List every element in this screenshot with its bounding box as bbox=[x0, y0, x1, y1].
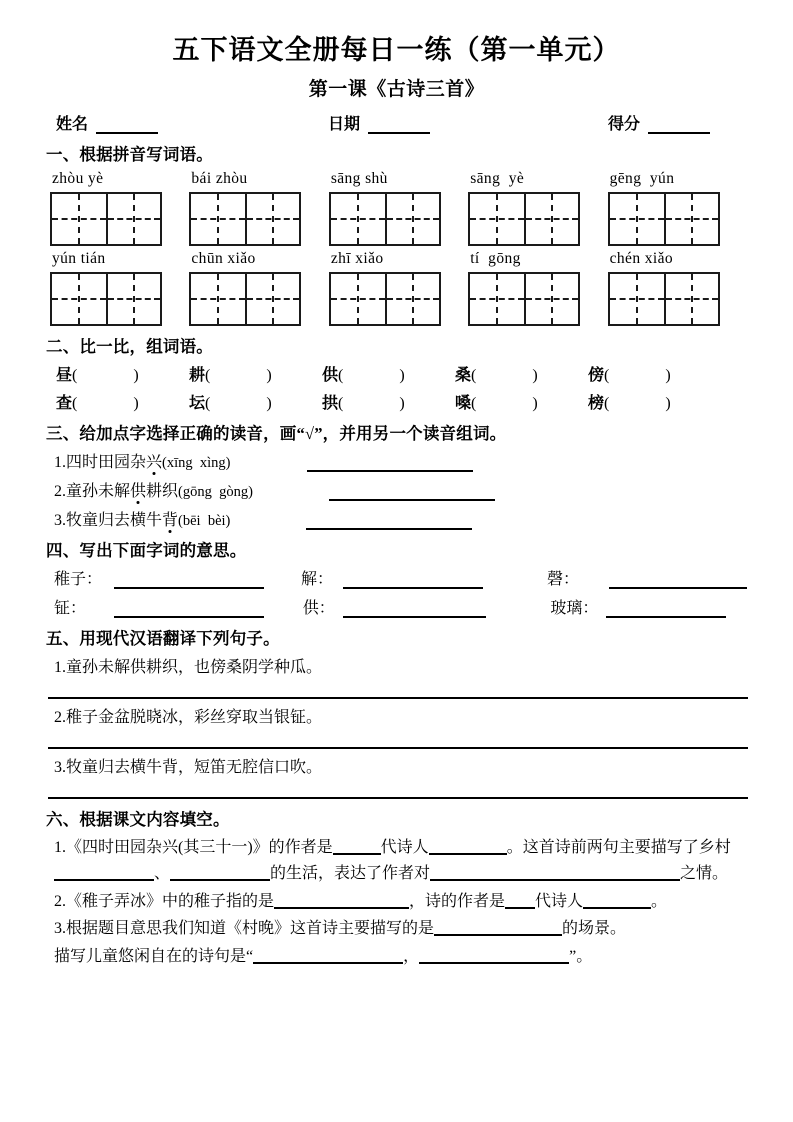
question-text: 童孙未解供耕织，也傍桑阴学种瓜。 bbox=[66, 658, 323, 676]
pinyin-grid-item bbox=[189, 170, 328, 246]
fill-question-3 bbox=[46, 916, 747, 942]
grid-cell[interactable] bbox=[610, 274, 664, 324]
pinyin-grid-item bbox=[608, 250, 747, 326]
word-build-item[interactable] bbox=[455, 390, 588, 413]
section-2-heading: 二、比一比，组词语。 bbox=[46, 336, 213, 356]
pinyin-grid-item bbox=[329, 170, 468, 246]
definition-item bbox=[54, 595, 303, 618]
grid-cell[interactable] bbox=[245, 194, 299, 244]
close-paren: ) bbox=[266, 366, 272, 384]
section-5-heading: 五、用现代汉语翻译下列句子。 bbox=[46, 628, 280, 648]
translation-question bbox=[46, 704, 747, 727]
question-part: 3.根据题目意思我们知道《村晚》这首诗主要描写的是 bbox=[54, 920, 435, 938]
fill-blank[interactable] bbox=[429, 839, 507, 855]
pronunciation-question bbox=[46, 507, 747, 530]
character-grid-box[interactable] bbox=[608, 192, 720, 246]
character-grid-box[interactable] bbox=[50, 192, 162, 246]
fill-blank[interactable] bbox=[170, 865, 270, 881]
answer-rule[interactable] bbox=[306, 515, 472, 530]
pinyin-grid-item bbox=[189, 250, 328, 326]
character-grid-box[interactable] bbox=[50, 272, 162, 326]
translation-answer-rule[interactable] bbox=[48, 797, 748, 799]
open-paren: ( bbox=[72, 366, 78, 384]
pinyin-grid-row-1 bbox=[46, 170, 747, 246]
definition-label: 稚子： bbox=[54, 570, 103, 588]
definition-rule[interactable] bbox=[343, 603, 486, 618]
page-title: 五下语文全册每日一练（第一单元） bbox=[172, 35, 621, 65]
question-part: 代诗人 bbox=[380, 838, 429, 856]
fill-blank[interactable] bbox=[419, 948, 569, 964]
character: 查 bbox=[56, 394, 73, 412]
close-paren: ) bbox=[665, 394, 671, 412]
character-grid-box[interactable] bbox=[608, 272, 720, 326]
emphasized-character: 背 bbox=[162, 507, 178, 530]
open-paren: ( bbox=[205, 366, 211, 384]
page-subtitle: 第一课《古诗三首》 bbox=[308, 78, 485, 100]
question-text bbox=[54, 449, 231, 472]
character-grid-box[interactable] bbox=[189, 192, 301, 246]
fill-blank[interactable] bbox=[274, 893, 409, 909]
close-paren: ) bbox=[532, 394, 538, 412]
definition-rule[interactable] bbox=[114, 574, 264, 589]
word-build-item[interactable] bbox=[189, 390, 322, 413]
fill-question-1 bbox=[46, 835, 747, 887]
definition-item bbox=[550, 595, 747, 618]
grid-cell[interactable] bbox=[664, 274, 718, 324]
pinyin-label: chūn xiǎo bbox=[191, 249, 256, 267]
definition-item bbox=[54, 566, 301, 589]
definition-item bbox=[301, 566, 547, 589]
character: 拱 bbox=[322, 394, 339, 412]
definition-rule[interactable] bbox=[609, 574, 747, 589]
pronunciation-choices[interactable]: (xīng xìng) bbox=[162, 454, 231, 471]
grid-cell[interactable] bbox=[385, 194, 439, 244]
word-build-item[interactable] bbox=[189, 362, 322, 385]
question-part: 描写儿童悠闲自在的诗句是“ bbox=[54, 948, 254, 966]
pinyin-grid-item bbox=[50, 250, 189, 326]
grid-cell[interactable] bbox=[245, 274, 299, 324]
grid-cell[interactable] bbox=[385, 274, 439, 324]
fill-blank[interactable] bbox=[583, 893, 651, 909]
section-6-heading: 六、根据课文内容填空。 bbox=[46, 809, 230, 829]
student-info-row bbox=[46, 111, 747, 134]
pinyin-grid-item bbox=[329, 250, 468, 326]
fill-question-2 bbox=[46, 889, 747, 915]
question-body: 四时田园杂 bbox=[66, 453, 147, 471]
question-part: 的场景。 bbox=[562, 920, 627, 938]
pinyin-label: sāng yè bbox=[470, 169, 525, 187]
close-paren: ) bbox=[133, 394, 139, 412]
character: 嗓 bbox=[455, 394, 472, 412]
character-grid-box[interactable] bbox=[468, 192, 580, 246]
grid-cell[interactable] bbox=[52, 274, 106, 324]
character: 供 bbox=[322, 366, 339, 384]
pronunciation-choices[interactable]: (bēi bèi) bbox=[178, 512, 231, 529]
pinyin-grid-row-2 bbox=[46, 250, 747, 326]
question-part: 代诗人 bbox=[535, 892, 584, 910]
name-field-group bbox=[56, 111, 158, 134]
grid-cell[interactable] bbox=[52, 194, 106, 244]
question-body: 牧童归去横牛 bbox=[66, 511, 163, 529]
fill-question-3-continued bbox=[46, 944, 747, 970]
question-part: 、 bbox=[154, 864, 171, 882]
grid-cell[interactable] bbox=[331, 274, 385, 324]
answer-rule[interactable] bbox=[307, 457, 473, 472]
pinyin-label: gēng yún bbox=[609, 169, 675, 187]
definition-row-1 bbox=[46, 566, 747, 589]
word-build-item[interactable] bbox=[56, 362, 189, 385]
question-part: ，诗的作者是 bbox=[409, 892, 506, 910]
question-tail: 耕织 bbox=[146, 482, 179, 500]
word-build-item[interactable] bbox=[322, 362, 455, 385]
question-number: 2. bbox=[54, 708, 66, 726]
emphasized-character: 供 bbox=[130, 478, 146, 501]
pinyin-grid-item bbox=[468, 170, 607, 246]
section-1-heading: 一、根据拼音写词语。 bbox=[46, 144, 213, 164]
grid-cell[interactable] bbox=[191, 194, 245, 244]
section-3-heading: 三、给加点字选择正确的读音，画“√”，并用另一个读音组词。 bbox=[46, 423, 507, 443]
character: 傍 bbox=[588, 366, 605, 384]
question-body: 童孙未解 bbox=[66, 482, 131, 500]
pronunciation-question bbox=[46, 478, 747, 501]
pronunciation-choices[interactable]: (gōng gòng) bbox=[178, 483, 253, 500]
word-build-item[interactable] bbox=[322, 390, 455, 413]
question-number: 3. bbox=[54, 511, 66, 529]
definition-label: 钲： bbox=[54, 599, 87, 617]
fill-blank[interactable] bbox=[434, 920, 562, 936]
pinyin-grid-item bbox=[468, 250, 607, 326]
open-paren: ( bbox=[604, 394, 610, 412]
emphasized-character: 兴 bbox=[146, 449, 162, 472]
character-grid-box[interactable] bbox=[329, 272, 441, 326]
score-field-group bbox=[608, 111, 710, 134]
character: 昼 bbox=[56, 366, 73, 384]
date-field-group bbox=[328, 111, 430, 134]
name-input-rule[interactable] bbox=[96, 119, 158, 134]
fill-blank[interactable] bbox=[580, 865, 680, 881]
open-paren: ( bbox=[604, 366, 610, 384]
section-4-heading: 四、写出下面字词的意思。 bbox=[46, 540, 247, 560]
word-build-row-2 bbox=[46, 390, 747, 413]
word-build-item[interactable] bbox=[588, 390, 721, 413]
question-text: 牧童归去横牛背，短笛无腔信口吹。 bbox=[66, 758, 323, 776]
fill-blank[interactable] bbox=[430, 865, 580, 881]
definition-row-2 bbox=[46, 595, 747, 618]
definition-item bbox=[303, 595, 551, 618]
pinyin-label: chén xiǎo bbox=[609, 249, 674, 267]
pinyin-grid-item bbox=[50, 170, 189, 246]
close-paren: ) bbox=[266, 394, 272, 412]
translation-answer-rule[interactable] bbox=[48, 747, 748, 749]
meta-spacer-2 bbox=[430, 111, 608, 134]
question-number: 3. bbox=[54, 758, 66, 776]
question-part: ”。 bbox=[569, 948, 593, 966]
question-part: 的生活，表达了作者对 bbox=[270, 864, 431, 882]
pronunciation-question bbox=[46, 449, 747, 472]
close-paren: ) bbox=[399, 394, 405, 412]
translation-question bbox=[46, 754, 747, 777]
character: 坛 bbox=[189, 394, 206, 412]
pinyin-label: sāng shù bbox=[330, 169, 388, 187]
fill-blank[interactable] bbox=[54, 865, 154, 881]
character-grid-box[interactable] bbox=[189, 272, 301, 326]
pinyin-label: zhī xiǎo bbox=[330, 249, 384, 267]
open-paren: ( bbox=[471, 366, 477, 384]
word-build-item[interactable] bbox=[455, 362, 588, 385]
grid-cell[interactable] bbox=[664, 194, 718, 244]
definition-label: 磬： bbox=[547, 570, 580, 588]
grid-cell[interactable] bbox=[524, 194, 578, 244]
grid-cell[interactable] bbox=[470, 274, 524, 324]
question-part: 。 bbox=[651, 892, 668, 910]
definition-rule[interactable] bbox=[343, 574, 483, 589]
question-text bbox=[54, 507, 230, 530]
definition-label: 供： bbox=[302, 599, 335, 617]
character-grid-box[interactable] bbox=[329, 192, 441, 246]
close-paren: ) bbox=[399, 366, 405, 384]
grid-cell[interactable] bbox=[106, 194, 160, 244]
definition-item bbox=[547, 566, 747, 589]
open-paren: ( bbox=[338, 394, 344, 412]
question-number: 1. bbox=[54, 658, 66, 676]
grid-cell[interactable] bbox=[470, 194, 524, 244]
fill-blank[interactable] bbox=[253, 948, 403, 964]
pinyin-label: yún tián bbox=[52, 249, 106, 267]
translation-answer-rule[interactable] bbox=[48, 697, 748, 699]
score-input-rule[interactable] bbox=[648, 119, 710, 134]
name-label: 姓名 bbox=[56, 115, 89, 133]
question-number: 2. bbox=[54, 482, 66, 500]
grid-cell[interactable] bbox=[610, 194, 664, 244]
question-part: 。这首诗前两句主要描写了乡村 bbox=[506, 838, 731, 856]
score-label: 得分 bbox=[608, 115, 641, 133]
translation-question bbox=[46, 654, 747, 677]
definition-label: 解： bbox=[300, 570, 333, 588]
question-text bbox=[54, 478, 253, 501]
question-part: 之情。 bbox=[680, 864, 729, 882]
character: 榜 bbox=[588, 394, 605, 412]
word-build-row-1 bbox=[46, 362, 747, 385]
question-text: 稚子金盆脱晓冰，彩丝穿取当银钲。 bbox=[66, 708, 323, 726]
open-paren: ( bbox=[72, 394, 78, 412]
grid-cell[interactable] bbox=[191, 274, 245, 324]
pinyin-grid-item bbox=[608, 170, 747, 246]
question-number: 1. bbox=[54, 453, 66, 471]
question-part: 1.《四时田园杂兴(其三十一)》的作者是 bbox=[54, 838, 333, 856]
word-build-item[interactable] bbox=[56, 390, 189, 413]
pinyin-label: tí gōng bbox=[470, 249, 521, 267]
close-paren: ) bbox=[532, 366, 538, 384]
close-paren: ) bbox=[133, 366, 139, 384]
open-paren: ( bbox=[471, 394, 477, 412]
fill-blank[interactable] bbox=[505, 893, 535, 909]
pinyin-label: bái zhòu bbox=[191, 169, 248, 187]
fill-blank[interactable] bbox=[333, 839, 381, 855]
pinyin-label: zhòu yè bbox=[52, 169, 104, 187]
question-part: 2.《稚子弄冰》中的稚子指的是 bbox=[54, 892, 275, 910]
word-build-item[interactable] bbox=[588, 362, 721, 385]
date-input-rule[interactable] bbox=[368, 119, 430, 134]
meta-spacer-1 bbox=[158, 111, 328, 134]
character: 桑 bbox=[455, 366, 472, 384]
open-paren: ( bbox=[205, 394, 211, 412]
definition-label: 玻璃： bbox=[550, 599, 599, 617]
question-part: ， bbox=[403, 948, 420, 966]
definition-rule[interactable] bbox=[606, 603, 726, 618]
answer-rule[interactable] bbox=[329, 486, 495, 501]
grid-cell[interactable] bbox=[524, 274, 578, 324]
grid-cell[interactable] bbox=[331, 194, 385, 244]
character: 耕 bbox=[189, 366, 206, 384]
definition-rule[interactable] bbox=[114, 603, 264, 618]
open-paren: ( bbox=[338, 366, 344, 384]
date-label: 日期 bbox=[328, 115, 361, 133]
grid-cell[interactable] bbox=[106, 274, 160, 324]
close-paren: ) bbox=[665, 366, 671, 384]
character-grid-box[interactable] bbox=[468, 272, 580, 326]
